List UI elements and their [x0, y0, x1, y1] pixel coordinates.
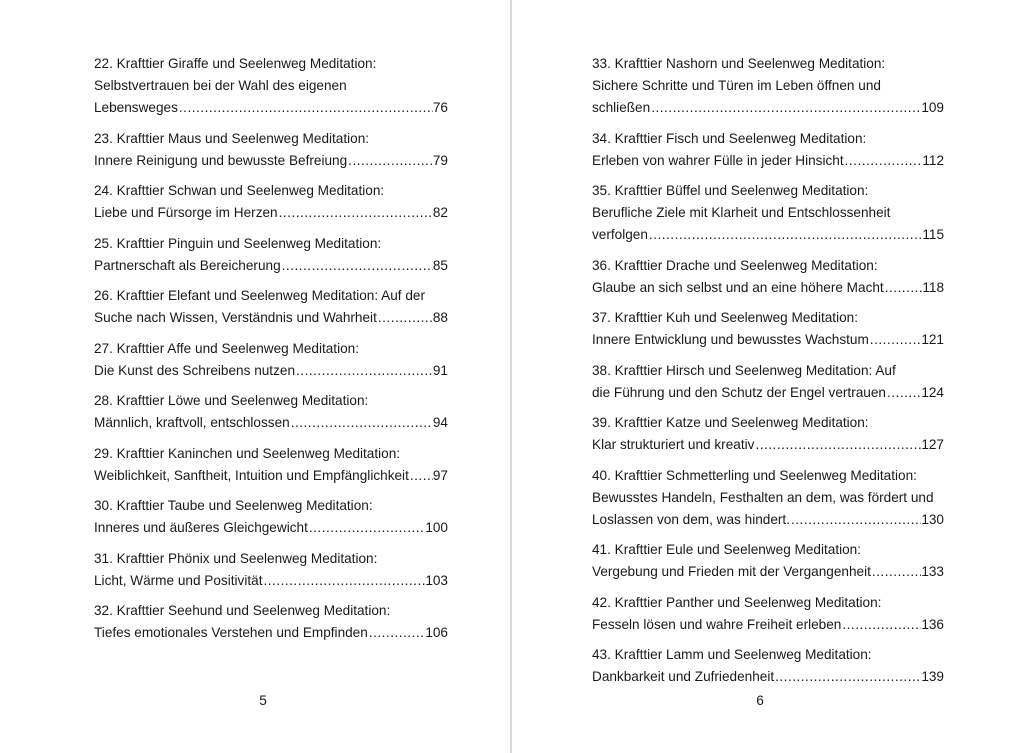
toc-entry[interactable]	[94, 390, 448, 434]
toc-entry-final-line	[94, 202, 448, 224]
toc-dot-leader	[790, 509, 921, 531]
toc-dot-leader	[308, 517, 425, 539]
toc-entry-final-line	[592, 382, 944, 404]
toc-entry[interactable]	[592, 307, 944, 351]
toc-entry-text: Die Kunst des Schreibens nutzen	[94, 362, 296, 378]
toc-entry-final-line	[592, 97, 944, 119]
toc-entry-final-line	[592, 224, 944, 246]
toc-entry[interactable]	[592, 592, 944, 636]
toc-entry-text: Suche nach Wissen, Verständnis und Wahrheit	[94, 310, 377, 325]
toc-entry-line: 27. Krafttier Affe und Seelenweg Meditation:	[94, 340, 359, 356]
toc-entry-line: 24. Krafttier Schwan und Seelenweg Meditation:	[94, 183, 385, 198]
toc-page-number: 130	[921, 511, 944, 527]
toc-dot-leader	[886, 382, 921, 404]
toc-entry[interactable]	[592, 644, 944, 688]
toc-list-right	[592, 53, 944, 697]
toc-dot-leader	[871, 561, 921, 583]
toc-page-number: 109	[921, 100, 944, 115]
toc-entry-line: 35. Krafttier Büffel und Seelenweg Meditation:	[592, 183, 869, 198]
toc-dot-leader	[295, 360, 433, 382]
page-number-left: 5	[259, 693, 267, 708]
toc-entry[interactable]	[592, 360, 944, 404]
toc-entry-line: 28. Krafttier Löwe und Seelenweg Meditation:	[94, 393, 369, 408]
toc-page-number: 103	[425, 572, 448, 588]
toc-entry-text: Glaube an sich selbst und an eine höhere Macht	[592, 279, 884, 295]
toc-entry-final-line	[94, 622, 448, 644]
toc-page-number: 136	[921, 616, 944, 632]
toc-entry-line: 25. Krafttier Pinguin und Seelenweg Meditation:	[94, 235, 382, 251]
toc-list-left	[94, 53, 448, 653]
toc-entry-final-line	[94, 360, 448, 382]
toc-entry-final-line	[94, 412, 448, 434]
toc-entry[interactable]	[592, 53, 944, 119]
toc-entry-final-line	[592, 150, 944, 172]
toc-entry-final-line	[94, 150, 448, 172]
toc-entry-final-line	[592, 614, 944, 636]
toc-dot-leader	[650, 97, 921, 119]
toc-page-number: 124	[921, 384, 944, 400]
toc-entry-text: Dankbarkeit und Zufriedenheit	[592, 669, 775, 684]
toc-entry-final-line	[592, 434, 944, 456]
toc-dot-leader	[290, 412, 433, 434]
toc-entry[interactable]	[94, 495, 448, 539]
toc-entry-line: Sichere Schritte und Türen im Leben öffnen und	[592, 78, 881, 93]
toc-entry-text: Vergebung und Frieden mit der Vergangenheit	[592, 564, 871, 579]
toc-entry-final-line	[592, 277, 944, 299]
toc-entry-line: 42. Krafttier Panther und Seelenweg Meditation:	[592, 594, 882, 610]
right-page	[512, 0, 1020, 753]
toc-entry-text: Männlich, kraftvoll, entschlossen	[94, 415, 290, 430]
toc-dot-leader	[648, 224, 922, 246]
toc-entry-final-line	[94, 465, 448, 487]
toc-entry[interactable]	[592, 255, 944, 299]
toc-entry-line: 43. Krafttier Lamm und Seelenweg Meditation:	[592, 647, 872, 662]
toc-entry-final-line	[94, 517, 448, 539]
toc-entry-text: die Führung und den Schutz der Engel vertrauen	[592, 384, 886, 400]
toc-page-number: 82	[432, 205, 448, 220]
toc-page-number: 121	[921, 332, 944, 347]
toc-entry[interactable]	[94, 600, 448, 644]
toc-entry-line: Berufliche Ziele mit Klarheit und Entschlossenheit	[592, 205, 891, 220]
toc-entry-text: Fesseln lösen und wahre Freiheit erleben	[592, 616, 842, 632]
toc-entry-final-line	[592, 509, 944, 531]
toc-entry-text: Weiblichkeit, Sanftheit, Intuition und Empfänglichkeit	[94, 467, 409, 483]
toc-entry[interactable]	[592, 539, 944, 583]
toc-dot-leader	[347, 150, 433, 172]
toc-entry[interactable]	[592, 465, 944, 531]
toc-entry-final-line	[94, 570, 448, 592]
toc-page-number: 79	[432, 152, 448, 168]
toc-entry-line: 40. Krafttier Schmetterling und Seelenweg Meditation:	[592, 467, 917, 483]
toc-entry-line: Bewusstes Handeln, Festhalten an dem, was fördert und	[592, 489, 934, 505]
toc-entry-line: 38. Krafttier Hirsch und Seelenweg Meditation: Auf	[592, 362, 896, 378]
toc-entry-line: 30. Krafttier Taube und Seelenweg Meditation:	[94, 498, 373, 513]
toc-entry-text: Klar strukturiert und kreativ	[592, 437, 755, 452]
toc-entry-text: Tiefes emotionales Verstehen und Empfinden	[94, 625, 368, 640]
toc-entry-final-line	[94, 255, 448, 277]
toc-entry-line: 41. Krafttier Eule und Seelenweg Meditation:	[592, 542, 862, 557]
toc-entry-final-line	[592, 561, 944, 583]
toc-entry-text: Licht, Wärme und Positivität	[94, 572, 263, 588]
toc-entry-text: Innere Entwicklung und bewusstes Wachstum	[592, 332, 869, 347]
toc-page-number: 133	[921, 564, 944, 579]
toc-page-number: 85	[432, 257, 448, 273]
toc-entry-line: 34. Krafttier Fisch und Seelenweg Meditation:	[592, 130, 867, 146]
toc-entry[interactable]	[94, 338, 448, 382]
toc-entry-text: verfolgen	[592, 227, 648, 242]
toc-page-number: 97	[432, 467, 448, 483]
toc-entry[interactable]	[94, 128, 448, 172]
toc-entry-text: Liebe und Fürsorge im Herzen	[94, 205, 278, 220]
toc-page-number: 127	[921, 437, 944, 452]
toc-entry-line: 37. Krafttier Kuh und Seelenweg Meditation:	[592, 310, 859, 325]
toc-page-number: 94	[432, 415, 448, 430]
toc-dot-leader	[754, 434, 921, 456]
toc-entry-line: 23. Krafttier Maus und Seelenweg Meditation:	[94, 130, 370, 146]
toc-entry-line: 39. Krafttier Katze und Seelenweg Meditation:	[592, 415, 869, 430]
toc-entry-text: Innere Reinigung und bewusste Befreiung	[94, 152, 348, 168]
toc-dot-leader	[884, 277, 923, 299]
toc-dot-leader	[262, 570, 425, 592]
toc-dot-leader	[844, 150, 923, 172]
toc-page-number: 91	[432, 362, 448, 378]
toc-dot-leader	[409, 465, 433, 487]
toc-entry-text: Loslassen von dem, was hindert.	[592, 511, 790, 527]
toc-entry[interactable]	[94, 53, 448, 119]
toc-entry-line: 31. Krafttier Phönix und Seelenweg Meditation:	[94, 550, 378, 566]
toc-entry-text: schließen	[592, 100, 651, 115]
toc-entry-text: Lebensweges	[94, 100, 178, 115]
toc-page-number: 139	[921, 669, 944, 684]
toc-entry-text: Inneres und äußeres Gleichgewicht	[94, 520, 308, 535]
toc-dot-leader	[869, 329, 922, 351]
toc-entry-line: 33. Krafttier Nashorn und Seelenweg Meditation:	[592, 56, 886, 71]
toc-entry[interactable]	[592, 412, 944, 456]
toc-entry[interactable]	[94, 180, 448, 224]
toc-entry-final-line	[592, 666, 944, 688]
toc-entry-text: Erleben von wahrer Fülle in jeder Hinsicht	[592, 152, 844, 168]
toc-page-number: 100	[425, 520, 448, 535]
toc-entry-line: 32. Krafttier Seehund und Seelenweg Meditation:	[94, 603, 391, 618]
toc-page-number: 118	[922, 279, 944, 295]
page-number-right: 6	[756, 693, 764, 708]
toc-entry-final-line	[94, 97, 448, 119]
toc-dot-leader	[368, 622, 426, 644]
toc-entry-final-line	[94, 307, 448, 329]
toc-entry-text: Partnerschaft als Bereicherung	[94, 257, 281, 273]
toc-dot-leader	[281, 255, 433, 277]
toc-entry-line: Selbstvertrauen bei der Wahl des eigenen	[94, 78, 347, 93]
toc-dot-leader	[278, 202, 433, 224]
toc-page-number: 115	[922, 227, 944, 242]
toc-entry-line: 29. Krafttier Kaninchen und Seelenweg Meditation:	[94, 445, 401, 461]
toc-dot-leader	[841, 614, 921, 636]
toc-dot-leader	[774, 666, 921, 688]
toc-entry[interactable]	[592, 128, 944, 172]
toc-entry[interactable]	[94, 285, 448, 329]
toc-page-number: 106	[425, 625, 448, 640]
toc-dot-leader	[178, 97, 433, 119]
toc-entry[interactable]	[94, 233, 448, 277]
toc-entry-line: 22. Krafttier Giraffe und Seelenweg Meditation:	[94, 56, 377, 71]
toc-page-number: 112	[922, 152, 944, 168]
toc-entry[interactable]	[94, 443, 448, 487]
toc-entry[interactable]	[94, 548, 448, 592]
toc-page-number: 76	[432, 100, 448, 115]
toc-page-number: 88	[432, 310, 448, 325]
toc-dot-leader	[377, 307, 433, 329]
toc-entry-line: 36. Krafttier Drache und Seelenweg Meditation:	[592, 257, 878, 273]
toc-entry[interactable]	[592, 180, 944, 246]
toc-entry-final-line	[592, 329, 944, 351]
toc-entry-line: 26. Krafttier Elefant und Seelenweg Meditation: Auf der	[94, 288, 425, 303]
